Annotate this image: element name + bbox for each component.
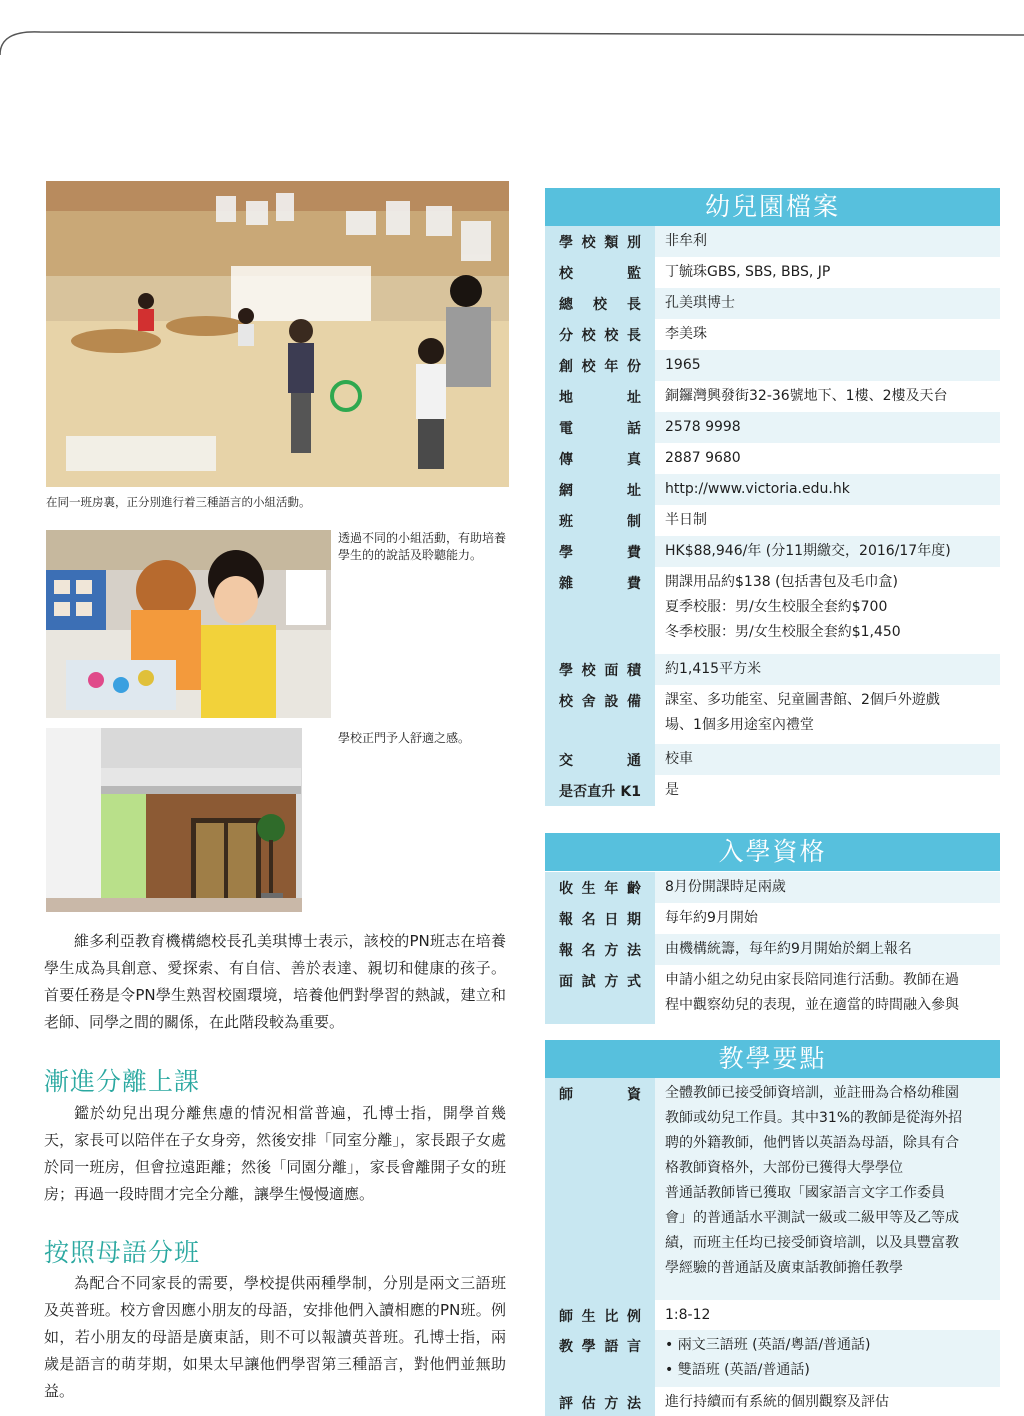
profile-row-value [655, 350, 1000, 381]
profile-row-value-line: 2887 9680 [665, 446, 990, 471]
profile-row-label: 分校校長 [545, 319, 655, 350]
classroom-photo-caption: 在同一班房裏，正分別進行着三種語言的小組活動。 [46, 494, 506, 510]
profile-row-value [655, 381, 1000, 412]
profile-row-value-line: 半日制 [665, 508, 990, 533]
teaching-row-label: 教學語言 [545, 1330, 655, 1387]
teaching-row-value-line: 格教師資格外，大部份已獲得大學學位 [665, 1156, 990, 1181]
teaching-row [545, 1330, 1000, 1387]
profile-row-label: 是否直升 K1 [545, 775, 655, 806]
teaching-row-label: 評估方法 [545, 1387, 655, 1416]
profile-row [545, 505, 1000, 536]
teaching-row-label: 師生比例 [545, 1300, 655, 1330]
profile-row [545, 567, 1000, 654]
admission-row-value [655, 872, 1000, 903]
admission-row-value-line: 程中觀察幼兒的表現，並在適當的時間融入參與 [665, 993, 990, 1018]
teaching-row-value-line: • 雙語班 (英語/普通話) [665, 1358, 990, 1383]
teaching-row-value-line: 1:8-12 [665, 1303, 990, 1328]
profile-row-value-line: 李美珠 [665, 322, 990, 347]
profile-row [545, 443, 1000, 474]
profile-row-value [655, 226, 1000, 257]
page-top-border [0, 0, 1024, 60]
profile-row-label: 學費 [545, 536, 655, 567]
profile-row [545, 226, 1000, 257]
admission-row-value-line: 由機構統籌，每年約9月開始於網上報名 [665, 937, 990, 962]
teaching-row-value-line: 進行持續而有系統的個別觀察及評估 [665, 1390, 990, 1415]
admission-row [545, 965, 1000, 1024]
intro-text: 維多利亞教育機構總校長孔美琪博士表示，該校的PN班志在培養學生成為具創意、愛探索、有自信、善於表達、親切和健康的孩子。首要任務是令PN學生熟習校園環境，培養他們對學習的熱誠，建立和老師、同學之間的關係，在此階段較為重要。 [44, 928, 506, 1036]
profile-row-label: 校舍設備 [545, 685, 655, 744]
profile-row-label: 電話 [545, 412, 655, 443]
profile-row-label: 校監 [545, 257, 655, 288]
profile-row [545, 654, 1000, 685]
teaching-row-value-line: 全體教師已接受師資培訓，並註冊為合格幼稚園 [665, 1081, 990, 1106]
profile-banner: 幼兒園檔案 [545, 188, 1000, 226]
profile-row-value [655, 567, 1000, 654]
section-heading-mother-tongue: 按照母語分班 [44, 1233, 200, 1269]
children-activity-photo [46, 530, 331, 718]
profile-row-value [655, 443, 1000, 474]
children-photo-caption: 透過不同的小組活動，有助培養學生的的說話及聆聽能力。 [338, 530, 506, 564]
profile-row-value-line: 2578 9998 [665, 415, 990, 440]
profile-row [545, 536, 1000, 567]
profile-row-label: 創校年份 [545, 350, 655, 381]
profile-row-value-line: 冬季校服：男/女生校服全套約$1,450 [665, 620, 990, 645]
profile-row-value-line: 孔美琪博士 [665, 291, 990, 316]
teaching-row-label: 師資 [545, 1078, 655, 1300]
profile-row-label: 網址 [545, 474, 655, 505]
teaching-row-value-line: 會」的普通話水平測試一級或二級甲等及乙等成 [665, 1206, 990, 1231]
profile-row-value [655, 775, 1000, 806]
profile-row-value-line: 1965 [665, 353, 990, 378]
admission-row-label: 面試方式 [545, 965, 655, 1024]
profile-row-label: 學校面積 [545, 654, 655, 685]
profile-row-value-line: 非牟利 [665, 229, 990, 254]
profile-row-value-line: 校車 [665, 747, 990, 772]
teaching-row [545, 1078, 1000, 1300]
profile-row [545, 319, 1000, 350]
admission-row-value-line: 申請小組之幼兒由家長陪同進行活動。教師在過 [665, 968, 990, 993]
teaching-row-value-line: 普通話教師皆已獲取「國家語言文字工作委員 [665, 1181, 990, 1206]
profile-row [545, 685, 1000, 744]
admission-row-label: 報名方法 [545, 934, 655, 965]
profile-row-value-line: 夏季校服：男/女生校服全套約$700 [665, 595, 990, 620]
profile-row-value-line: 丁毓珠GBS, SBS, BBS, JP [665, 260, 990, 285]
section2-text: 為配合不同家長的需要，學校提供兩種學制，分別是兩文三語班及英普班。校方會因應小朋友的母語，安排他們入讀相應的PN班。例如，若小朋友的母語是廣東話，則不可以報讀英普班。孔博士指，兩歲是語言的萌芽期，如果太早讓他們學習第三種語言，對他們並無助益。 [44, 1270, 506, 1405]
profile-row-value [655, 474, 1000, 505]
profile-row [545, 288, 1000, 319]
profile-row [545, 775, 1000, 806]
profile-row [545, 257, 1000, 288]
admission-row-value-line: 每年約9月開始 [665, 906, 990, 931]
teaching-row-value-line: 績，而班主任均已接受師資培訓，以及具豐富教 [665, 1231, 990, 1256]
teaching-row-value-line: 教師或幼兒工作員。其中31%的教師是從海外招 [665, 1106, 990, 1131]
profile-row-value [655, 257, 1000, 288]
admission-row [545, 934, 1000, 965]
profile-row-label: 交通 [545, 744, 655, 775]
admission-row-value [655, 934, 1000, 965]
admission-row-label: 報名日期 [545, 903, 655, 934]
admission-banner: 入學資格 [545, 833, 1000, 871]
section1-paragraph [44, 1100, 506, 1208]
teaching-row-value [655, 1078, 1000, 1300]
profile-row-label: 雜費 [545, 567, 655, 654]
section2-paragraph [44, 1270, 506, 1405]
teaching-row-value-line: 聘的外籍教師，他們皆以英語為母語，除具有合 [665, 1131, 990, 1156]
profile-row [545, 412, 1000, 443]
section1-text: 鑑於幼兒出現分離焦慮的情況相當普遍，孔博士指，開學首幾天，家長可以陪伴在子女身旁，然後安排「同室分離」，家長跟子女處於同一班房，但會拉遠距離；然後「同園分離」，家長會離開子女的班房；再過一段時間才完全分離，讓學生慢慢適應。 [44, 1100, 506, 1208]
admission-row-label: 收生年齡 [545, 872, 655, 903]
profile-row-label: 傳真 [545, 443, 655, 474]
profile-row [545, 744, 1000, 775]
teaching-row-value [655, 1387, 1000, 1416]
profile-row-value-line: HK$88,946/年 (分11期繳交，2016/17年度) [665, 539, 990, 564]
teaching-row-value [655, 1330, 1000, 1387]
section-heading-gradual-separation: 漸進分離上課 [44, 1062, 200, 1098]
profile-row-value-line: 課室、多功能室、兒童圖書館、2個戶外遊戲 [665, 688, 990, 713]
profile-row-value [655, 685, 1000, 744]
entrance-photo-caption: 學校正門予人舒適之感。 [338, 730, 506, 746]
profile-row-value [655, 505, 1000, 536]
profile-row-value-line: 開課用品約$138 (包括書包及毛巾盒) [665, 570, 990, 595]
classroom-photo [46, 181, 509, 487]
admission-row-value [655, 903, 1000, 934]
school-entrance-photo [46, 728, 302, 912]
profile-row-value [655, 654, 1000, 685]
teaching-banner: 教學要點 [545, 1040, 1000, 1078]
profile-row-value [655, 288, 1000, 319]
profile-row-label: 班制 [545, 505, 655, 536]
profile-row-label: 地址 [545, 381, 655, 412]
profile-row-value [655, 744, 1000, 775]
profile-row-value [655, 412, 1000, 443]
profile-row-value-line: http://www.victoria.edu.hk [665, 477, 990, 502]
teaching-row [545, 1387, 1000, 1416]
teaching-row-value [655, 1300, 1000, 1330]
profile-row [545, 474, 1000, 505]
profile-row-value [655, 319, 1000, 350]
profile-row-value-line: 場、1個多用途室內禮堂 [665, 713, 990, 738]
teaching-row-value-line: • 兩文三語班 (英語/粵語/普通話) [665, 1333, 990, 1358]
profile-row-label: 學校類別 [545, 226, 655, 257]
admission-row-value-line: 8月份開課時足兩歲 [665, 875, 990, 900]
profile-row-value-line: 是 [665, 778, 990, 803]
teaching-row [545, 1300, 1000, 1330]
admission-row [545, 903, 1000, 934]
profile-row-label: 總校長 [545, 288, 655, 319]
profile-row-value-line: 銅鑼灣興發街32-36號地下、1樓、2樓及天台 [665, 384, 990, 409]
profile-row-value [655, 536, 1000, 567]
intro-paragraph [44, 928, 506, 1036]
profile-row [545, 350, 1000, 381]
admission-row [545, 872, 1000, 903]
profile-row [545, 381, 1000, 412]
admission-row-value [655, 965, 1000, 1024]
teaching-row-value-line: 學經驗的普通話及廣東話教師擔任教學 [665, 1256, 990, 1281]
profile-row-value-line: 約1,415平方米 [665, 657, 990, 682]
